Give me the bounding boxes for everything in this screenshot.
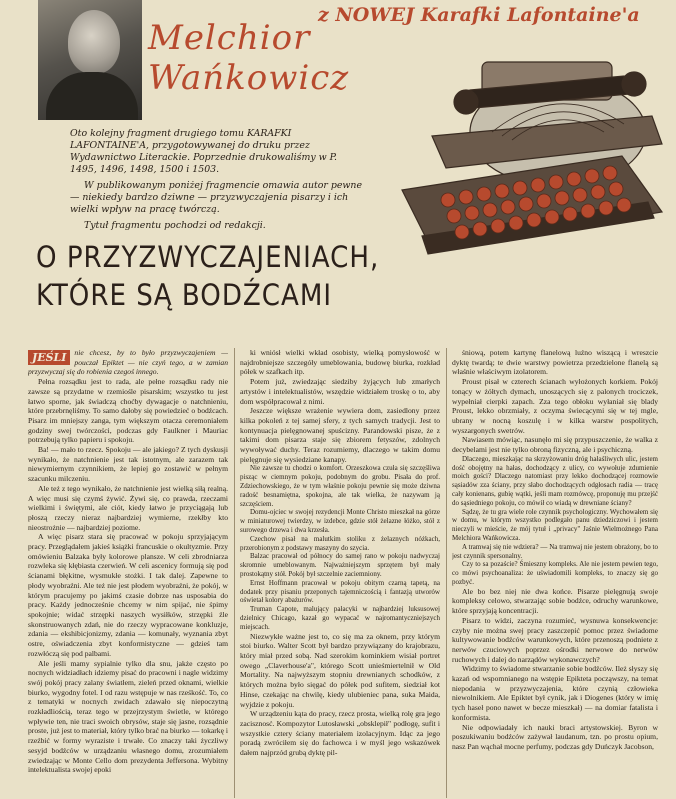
series-title: z NOWEJ Karafki Lafontaine'a: [318, 4, 640, 26]
author-photo: [38, 0, 142, 120]
paragraph: Niezwykłe ważne jest to, co się ma za oknem, przy którym stoi biurko. Walter Scott był bardzo przywiązany do krajobrazu, który miał przed sobą. Nad szerokim kominkiem wisiał portret owego „Claverhouse'a", którego Scott unieśmiertelnił w Old Mortality. Na najwyższym stopniu drewnianych schodków, z których można było sięgać do półek pod sufitem, siedział kot Hinse, czekając na chwilę, kiedy ulubieniec pana, suka Maida, wyjdzie z pokoju.: [240, 631, 440, 709]
paragraph: Nie odpowiadały ich nauki braci artystowskiej. Byron w poszukiwaniu bodźców zażywał laudanum, tzn. po prostu opium, nasz Pan wąchał mocne perfumy, podczas gdy Duńczyk Jacobson,: [452, 722, 658, 751]
paragraph: Dlaczego, mieszkając na skrzyżowaniu dróg hałaśliwych ulic, jestem dość obojętny na hałas, dochodzący z ulicy, co wywołuje zdumienie moich gości? Dlaczego natomiast przy lekko dochodzącej rozmowie sąsiadów zza ściany, przy słabo dochodzących odgłosach radia — tracę cały konienans, gubię wątki, jeśli mam rozmówcę, proponuję mu przejść do sąsiedniego pokoju, co mówił co wiadą w drewniane ściany?: [452, 454, 658, 507]
paragraph: Pisarz to widzi, zaczyna rozumieć, wysnuwa konsekwencje: czyby nie można swej pracy zaszczepić pomoc przez świadome kultywowanie bodźców warunkowych, które przenoszą podniete z nerwów czuciowych poprzez ośrodki nerwowe do nerwów ruchowych i dalej do narządów wykonawczych?: [452, 615, 658, 664]
paragraph: Czechow pisał na malutkim stoliku z żelaznych nóżkach, przerobionym z podstawy maszyny do szycia.: [240, 534, 440, 552]
paragraph: W urządzeniu kąta do pracy, rzecz prosta, wielką rolę gra jego zacisznosć. Kompozytor Lutosławski „obsklepił" podłogę, sufit i wszystkie cztery ściany materiałem izolacyjnym. Idąc za jego poradą zwróciłem się do fachowca i w myśl jego wskazówek dałem najprzód grubą dyktę pil-: [240, 709, 440, 758]
author-face: [68, 10, 120, 74]
intro-paragraph: Tytuł fragmentu pochodzi od redakcji.: [84, 220, 266, 231]
paragraph: Ba! — mało to rzecz. Spokoju — ale jakiego? Z tych dyskusji wynikało, że natchnienie jest tak istotnym, ale zarazem tak niewymiernym czynnikiem, że lepiej go zostawić w pełnym szacunku milczeniu.: [28, 445, 228, 484]
paragraph: Widzimy to świadome stwarzanie sobie bodźców. Ileż słyszy się kazań od wspomnianego na wstępie Epikteta począwszy, na temat niepodania w przyzwyczajenia, które czynią człowieka niewolnikiem. Ale Epiktet był cynik, jak i Diogenes (który w imię tych haseł pono nawet w becze mieszkał) — na domiar fatalista i konformista.: [452, 664, 658, 722]
paragraph: ki wniósł wielki wkład osobisty, wielką pomysłowość w najdrobniejsze szczegóły umeblowania, budowę biurka, rozkład półek w szafkach itp.: [240, 348, 440, 377]
paragraph: Balzac pracował od północy do samej rano w pokoju nadwyczaj skromnie umeblowanym. Najważniejszym sprzętem był mały prostokątny stół. Pokój był szczelnie zaciemniony.: [240, 552, 440, 578]
paragraph: Ale bo bez niej nie dwa końce. Pisarze pielęgnują swoje kompleksy celowo, stwarzając sobie bodźce, odruchy warunkowe, które sprzyjają koncentracji.: [452, 586, 658, 616]
paragraph: A tramwaj się nie wdziera? — Na tramwaj nie jestem obrażony, bo to jest czynnik spersonalny.: [452, 542, 658, 560]
paragraph: A więc pisarz stara się pracować w pokoju sprzyjającym pracy. Przeglądałem jakieś książki francuskie o okultyzmie. Przy omówieniu Balzaka były kolorowe plansze. W celi zbrodniarza rozwleka się kłębiasta czerwień. W celi ascenicy formują się pod ścianami błękitne, wysmukłe stożki. I tak dalej. Zapewne to płody wyobraźni. Ale też nie jest płodem wyobraźni, że pokój, w którym pracujemy po jakimś czasie dobrze nas usposabia do pracy. Każdy jednocześnie chcemy w nim spijać, nie śpimy spokojnie; widać strzępki naszych wysiłków, strzępki źle skonstruowanych zdań, nie do rzeczy wypracowane konkluzje, zdania — ekshibicjonizmy, zdania — komunały, wyznania zbyt ostre, oświadczenia zbyt konformistyczne — gdzieś tam rozwłóczą się pod palbami.: [28, 532, 228, 658]
intro-paragraph: W publikowanym poniżej fragmencie omawia autor pewne — niekiedy bardzo dziwne — przyzwyczajenia pisarzy i ich wielki wpływ na pracę twórczą.: [70, 180, 363, 215]
article-title-line1: O PRZYZWYCZAJENIACH,: [36, 240, 380, 274]
paragraph: Potem już, zwiedzając siedziby żyjących lub zmarłych artystów i intelektualistów, wszędzie widziałem troskę o to, aby dom współpracował z nimi.: [240, 377, 440, 406]
paragraph: nie chcesz, by to było przyzwyczajeniem — pouczał Epiktet — nie czyń tego, a w zamian przyzwyczaj się do robienia czegoś innego.: [28, 348, 228, 377]
author-last-name: Wańkowicz: [148, 58, 350, 98]
paragraph: Proust pisał w czterech ścianach wyłożonych korkiem. Pokój tonący w żółtych dymach, unoszących się z palonych trociczek, wypełniał cierpki zapach. Zza tego obłoku wyłaniał się blady Proust, lekko obrzmiały, z oczyma świecącymi się w tej mgle, ubrany w nocną koszulę i w kilka warstw pospolitych, wyszargonych swetrów.: [452, 377, 658, 435]
paragraph: Czy to sa pozaście? Śmieszny kompleks. Ale nie jestem pewien tego, co mówi psychoanaliza: że uświadomili kompleks, to znaczy się go pozbyć.: [452, 560, 658, 586]
column-rule: [446, 348, 447, 798]
paragraph: Truman Capote, malujący pałacyki w najbardziej luksusowej dzielnicy Chicago, kazał go wypacać w najromantyczniejszych miejscach.: [240, 605, 440, 631]
column-1: [28, 348, 228, 798]
paragraph: Nawiasem mówiąc, nasunęło mi się przypuszczenie, że walka z decybelami jest nie tylko obroną fizyczną, ale i psychiczną.: [452, 435, 658, 455]
paragraph: Pełna rozsądku jest to rada, ale pełne rozsądku rady nie zawsze są przydatne w rzemiośle pisarskim; wszystko tu jest łatwo sporne, jak świadczą choćby dywagacje o natchnieniu, które przebrnęliśmy. To samo dałoby się powiedzieć o bodźcach. Pisarz im mniejszy zanga, tym większym otacza ceremoniałem godziny swej twórczości, podczas gdy Faulkner i Mauriac potrzebują tylko papieru i spokoju.: [28, 377, 228, 445]
paragraph: Nie zawsze tu chodzi o komfort. Orzeszkowa czuła się szczęśliwa pisząc w ciemnym pokoju, podobnym do grobu. Pisała do prof. Zdziechowskiego, że w tym właśnie pokoju pewnie się może dziwna radość besnamiętna, spokojna, ale tak wielka, że nazywam ją szczęściem.: [240, 464, 440, 508]
paragraph: Ale też z tego wynikało, że natchnienie jest wielką siłą realną. A więc musi się czymś żywić. Żywi się, co prawda, rzeczami wielkimi i świętymi, ale ciót, kiedy łatwo je przyciągają lub płoszą rzeczy nieraz najbardziej wymierne, rzekłby kto nieostrożnie — najbardziej poziome.: [28, 483, 228, 532]
intro-box: [70, 128, 366, 236]
intro-paragraph: Oto kolejny fragment drugiego tomu KARAFKI LAFONTAINE'A, przygotowywanej do druku przez Wydawnictwo Literackie. Poprzednie drukowaliśmy w P. 1495, 1496, 1498, 1500 i 1503.: [70, 128, 338, 175]
paragraph: Ernst Hoffmann pracował w pokoju obitym czarną tapetą, na dodatek przy pisaniu przeponych tajemniczością i fantazją utworów oświetał kolory abażurów.: [240, 578, 440, 605]
author-first-name: Melchior: [148, 18, 311, 58]
article-title-line2: KTÓRE SĄ BODŹCAMI: [36, 278, 333, 312]
typewriter-illustration: [362, 40, 676, 280]
column-3: [452, 348, 658, 798]
paragraph: śniową, potem kartynę flanelową luźno wiszącą i wreszcie dyktę twardą; te dwie warstwy powietrza przedzielone flanelą są właśnie właściwym izolatorem.: [452, 348, 658, 377]
paragraph: Ale jeśli mamy sypialnie tylko dla snu, jakże często po nocnych widziadłach idziemy pisać do pracowni i nagle widzimy swój pokój pracy zalany światłem, zieleń przed oknami, wielkie biurko, wygodny fotel. I od razu wstępuje w nas rześkość. To, co z tematyki w nocnych zwidach zdawało się niepoczytną rozkładliością, teraz tego w przejrzystym świetle, w którego wpływie ten, nie traci swoich obrysów, staje się jasne, rozsądnie proste, już jest to materiał, który tylko brać na biurko — tokarkę i rzeźbić w formy wyraziste i trwałe. Co znaczy taki życzliwy sesyjd bodźców w urządzaniu własnego domu, zrozumiałem zwiedzając w Monte Cello dom prezydenta Jeffersona. Wybitny intelektualista swojej epoki: [28, 658, 228, 775]
column-rule: [234, 348, 235, 798]
paragraph: Sądzę, że tu gra wiele role czynnik psychologiczny. Wychowałem się w domu, w którym wszystko podlegało panu dziedziczowi i jestem nieczyli w mieście, że mój tytuł i „privacy" Jaśnie Wielmożnego Pana Melchiora Wańkowicza.: [452, 507, 658, 542]
author-coat: [46, 72, 138, 120]
paragraph: Jeszcze większe wrażenie wywiera dom, zasiedlony przez kilka pokoleń z tej samej sfery, z tych samych tradycji. Jest to kontynuacja pielęgnowanej spuścizny. Parandowski pisze, że z takimi dom pisarza staje się zbiorem fetyszów, zdolnych wywoływać duchy. Teraz rozumiemy, dlaczego w takim domu pielęgnuje się wysiedziane kanapy.: [240, 406, 440, 464]
column-2: [240, 348, 440, 798]
drop-word: JEŚLI: [28, 350, 70, 365]
paragraph: Domu-ojciec w swojej rezydencji Monte Christo mieszkał na górze w miniaturowej twierdzy, w izdebce, gdzie stół żelazne łóżko, stół z surowego drzewa i dwa krzesła.: [240, 508, 440, 535]
